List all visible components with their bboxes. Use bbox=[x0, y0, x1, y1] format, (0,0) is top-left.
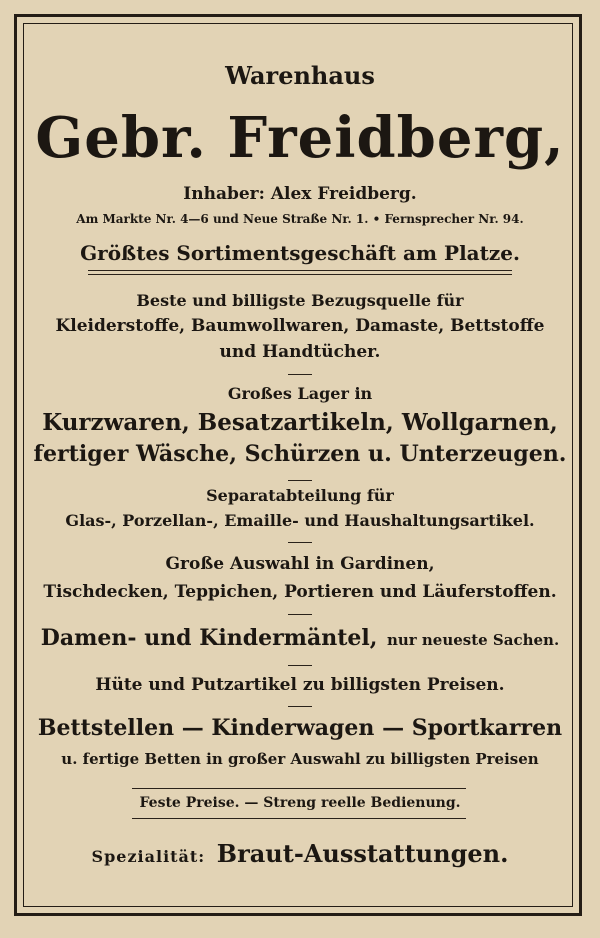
address-line: Am Markte Nr. 4—6 und Neue Straße Nr. 1. • Fernsprecher Nr. 94. bbox=[76, 212, 524, 226]
section5-note: nur neueste Sachen. bbox=[386, 631, 560, 649]
separator bbox=[288, 374, 312, 375]
section1-line2: Kleiderstoffe, Baumwollwaren, Damaste, Bettstoffe bbox=[55, 316, 545, 336]
store-type: Warenhaus bbox=[225, 61, 375, 90]
motto: Feste Preise. — Streng reelle Bedienung. bbox=[139, 795, 461, 811]
section6-line1: Hüte und Putzartikel zu billigsten Preisen. bbox=[95, 675, 505, 695]
section3-line1: Separatabteilung für bbox=[206, 486, 394, 505]
section5-main: Damen- und Kindermäntel, bbox=[40, 625, 378, 651]
section3-line2: Glas-, Porzellan-, Emaille- und Haushaltungsartikel. bbox=[65, 511, 535, 530]
separator bbox=[288, 542, 312, 543]
section4-line2: Tischdecken, Teppichen, Portieren und Läuferstoffen. bbox=[43, 582, 557, 602]
specialty-value: Braut-Ausstattungen. bbox=[216, 839, 509, 868]
section2-line2: Kurzwaren, Besatzartikeln, Wollgarnen, bbox=[42, 409, 558, 436]
separator bbox=[288, 480, 312, 481]
section5 bbox=[30, 627, 570, 649]
section7-line1: Bettstellen — Kinderwagen — Sportkarren bbox=[37, 715, 563, 741]
slogan-underline-1 bbox=[88, 270, 512, 271]
section2-line1: Großes Lager in bbox=[227, 384, 373, 403]
specialty bbox=[30, 839, 570, 868]
section1-line1: Beste und billigste Bezugsquelle für bbox=[136, 291, 464, 310]
motto-rule-bottom bbox=[132, 818, 466, 819]
slogan: Größtes Sortimentsgeschäft am Platze. bbox=[80, 241, 520, 265]
separator bbox=[288, 614, 312, 615]
section2-line3: fertiger Wäsche, Schürzen u. Unterzeugen. bbox=[33, 441, 567, 467]
separator bbox=[288, 706, 312, 707]
owner-line: Inhaber: Alex Freidberg. bbox=[183, 184, 417, 204]
section1-line3: und Handtücher. bbox=[219, 342, 381, 362]
motto-rule-top bbox=[132, 788, 466, 789]
separator bbox=[288, 665, 312, 666]
slogan-underline-2 bbox=[88, 274, 512, 275]
specialty-label: Spezialität: bbox=[91, 847, 206, 866]
section7-line2: u. fertige Betten in großer Auswahl zu billigsten Preisen bbox=[61, 750, 539, 768]
store-name: Gebr. Freidberg, bbox=[35, 105, 565, 171]
section4-line1: Große Auswahl in Gardinen, bbox=[165, 554, 435, 574]
